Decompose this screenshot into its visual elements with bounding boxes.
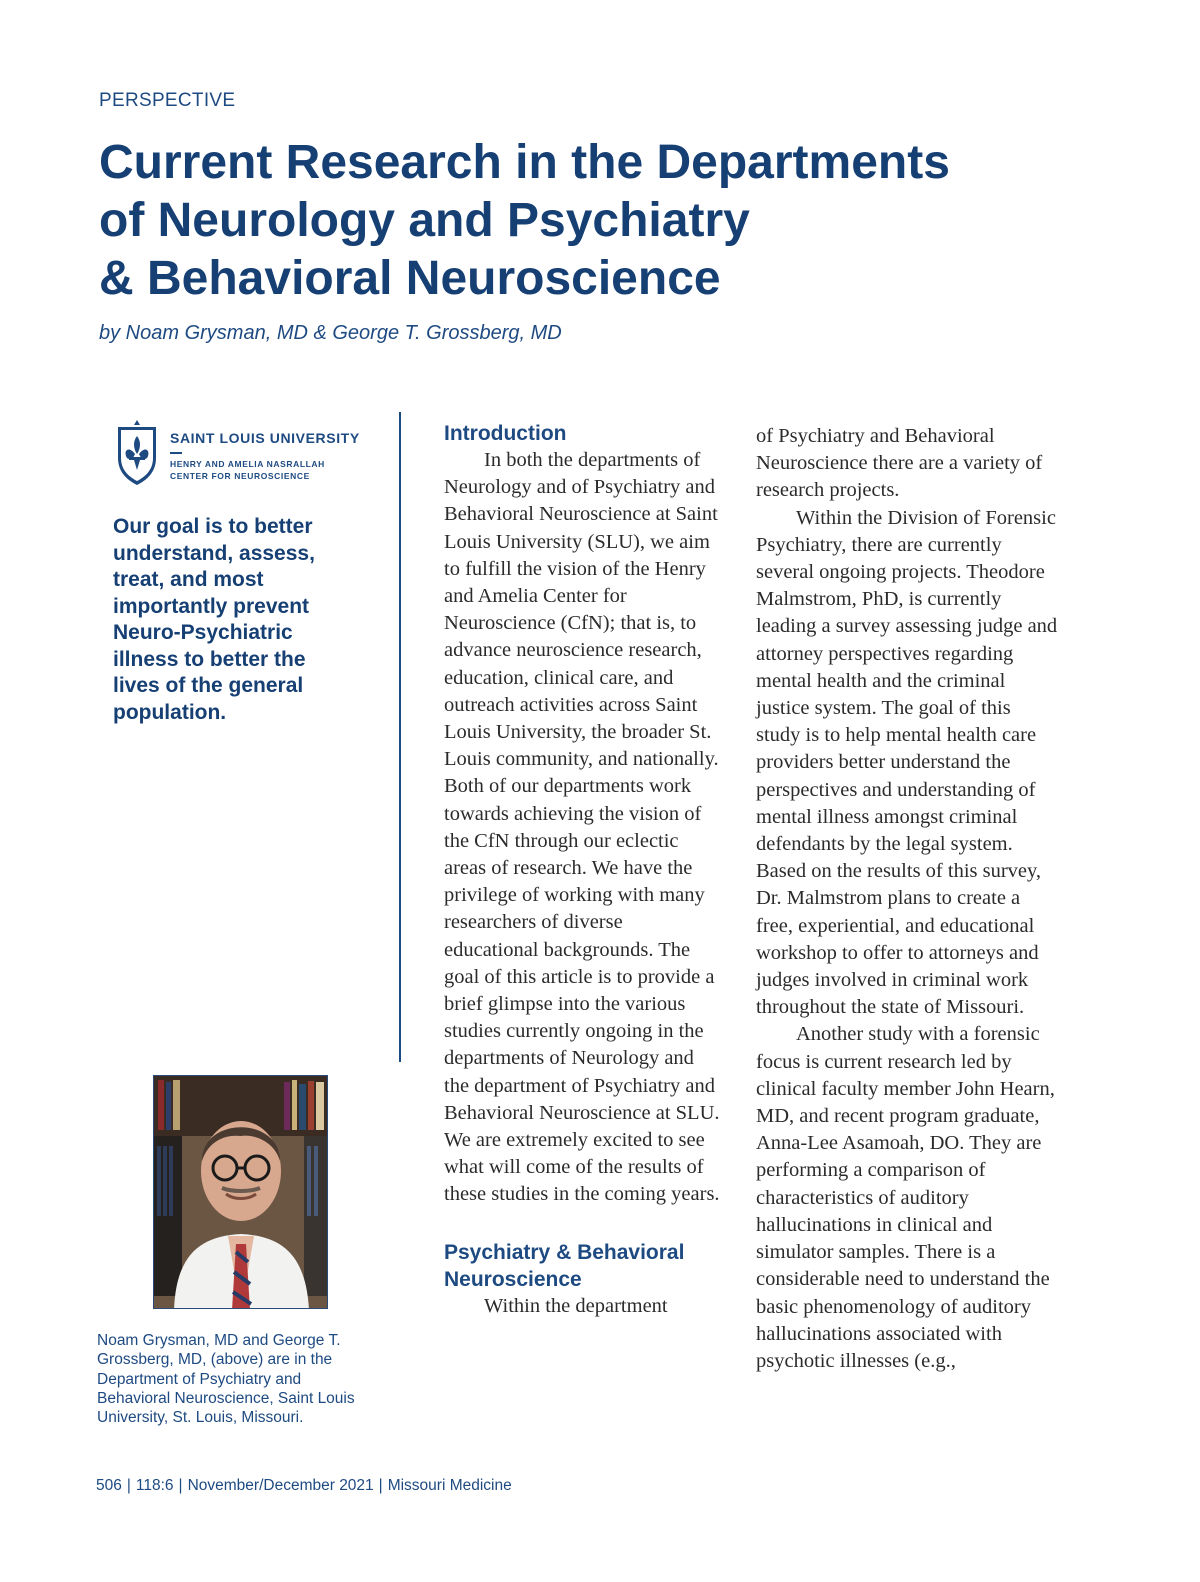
byline: by Noam Grysman, MD & George T. Grossberg, MD [99,322,562,344]
page-footer: 506 | 118:6 | November/December 2021 | Missouri Medicine [96,1477,512,1494]
fleur-de-lis-shield-icon [114,418,160,488]
heading-psychiatry: Psychiatry & Behavioral Neuroscience [444,1240,685,1291]
forensic-paragraph: Within the Division of Forensic Psychiatry, there are currently several ongoing projects. Theodore Malmstrom, PhD, is currently leading a survey assessing judge and attorney perspectives regarding mental health and the criminal justice system. The goal of this study is to help mental health care providers better understand the perspectives and understanding of mental illness amongst criminal defendants by the legal system. Based on the results of this survey, Dr. Malmstrom plans to create a free, experiential, and educational workshop to offer to attorneys and judges involved in criminal work throughout the state of Missouri. [756,506,1058,1019]
logo-university-name: SAINT LOUIS UNIVERSITY [170,430,360,446]
column-divider [399,412,401,1062]
portrait-illustration [154,1076,328,1309]
footer-journal: Missouri Medicine [387,1477,512,1494]
hallucination-paragraph: Another study with a forensic focus is current research led by clinical faculty member John Hearn, MD, and recent program graduate, Anna-Lee Asamoah, DO. They are performing a comparison of characteristics of auditory hallucinations in clinical and simulator samples. There is a considerable need to understand the basic phenomenology of auditory hallucinations associated with psychotic illnesses (e.g., [756,1023,1055,1372]
psychiatry-paragraph-start: Within the department [484,1294,668,1317]
logo-divider [170,452,182,454]
title-line: Current Research in the Departments [99,136,950,189]
body-column-1 [444,420,722,1320]
intro-paragraph: In both the departments of Neurology and of Psychiatry and Behavioral Neuroscience at Saint Louis University (SLU), we aim to fulfill the vision of the Henry and Amelia Center for Neuroscience (CfN); that is, to advance neuroscience research, education, clinical care, and outreach activities across Saint Louis University, the broader St. Louis community, and nationally. Both of our departments work towards achieving the vision of the CfN through our eclectic areas of research. We have the privilege of working with many researchers of diverse educational backgrounds. The goal of this article is to provide a brief glimpse into the various studies currently ongoing in the departments of Neurology and the department of Psychiatry and Behavioral Neuroscience at SLU. We are extremely excited to see what will come of the results of these studies in the coming years. [444,449,720,1206]
body-column-2 [756,423,1058,1375]
slu-logo [114,418,384,490]
section-kicker: PERSPECTIVE [99,90,236,111]
footer-issue: 118:6 [135,1477,174,1494]
footer-date: November/December 2021 [187,1477,374,1494]
title-line: of Neurology and Psychiatry [99,194,750,247]
psychiatry-paragraph-continued: of Psychiatry and Behavioral Neuroscience there are a variety of research projects. [756,425,1043,502]
pull-quote: Our goal is to better understand, assess, treat, and most importantly prevent Neuro-Psychiatric illness to better the lives of the general population. [113,515,315,724]
footer-page-number: 506 [96,1477,122,1494]
title-line: & Behavioral Neuroscience [99,252,721,305]
logo-center-name: HENRY AND AMELIA NASRALLAH CENTER FOR NEUROSCIENCE [170,459,325,481]
photo-caption: Noam Grysman, MD and George T. Grossberg, MD, (above) are in the Department of Psychiatry and Behavioral Neuroscience, Saint Louis University, St. Louis, Missouri. [97,1332,355,1427]
author-photo [153,1075,328,1309]
article-title [99,134,1099,308]
heading-introduction: Introduction [444,422,567,445]
